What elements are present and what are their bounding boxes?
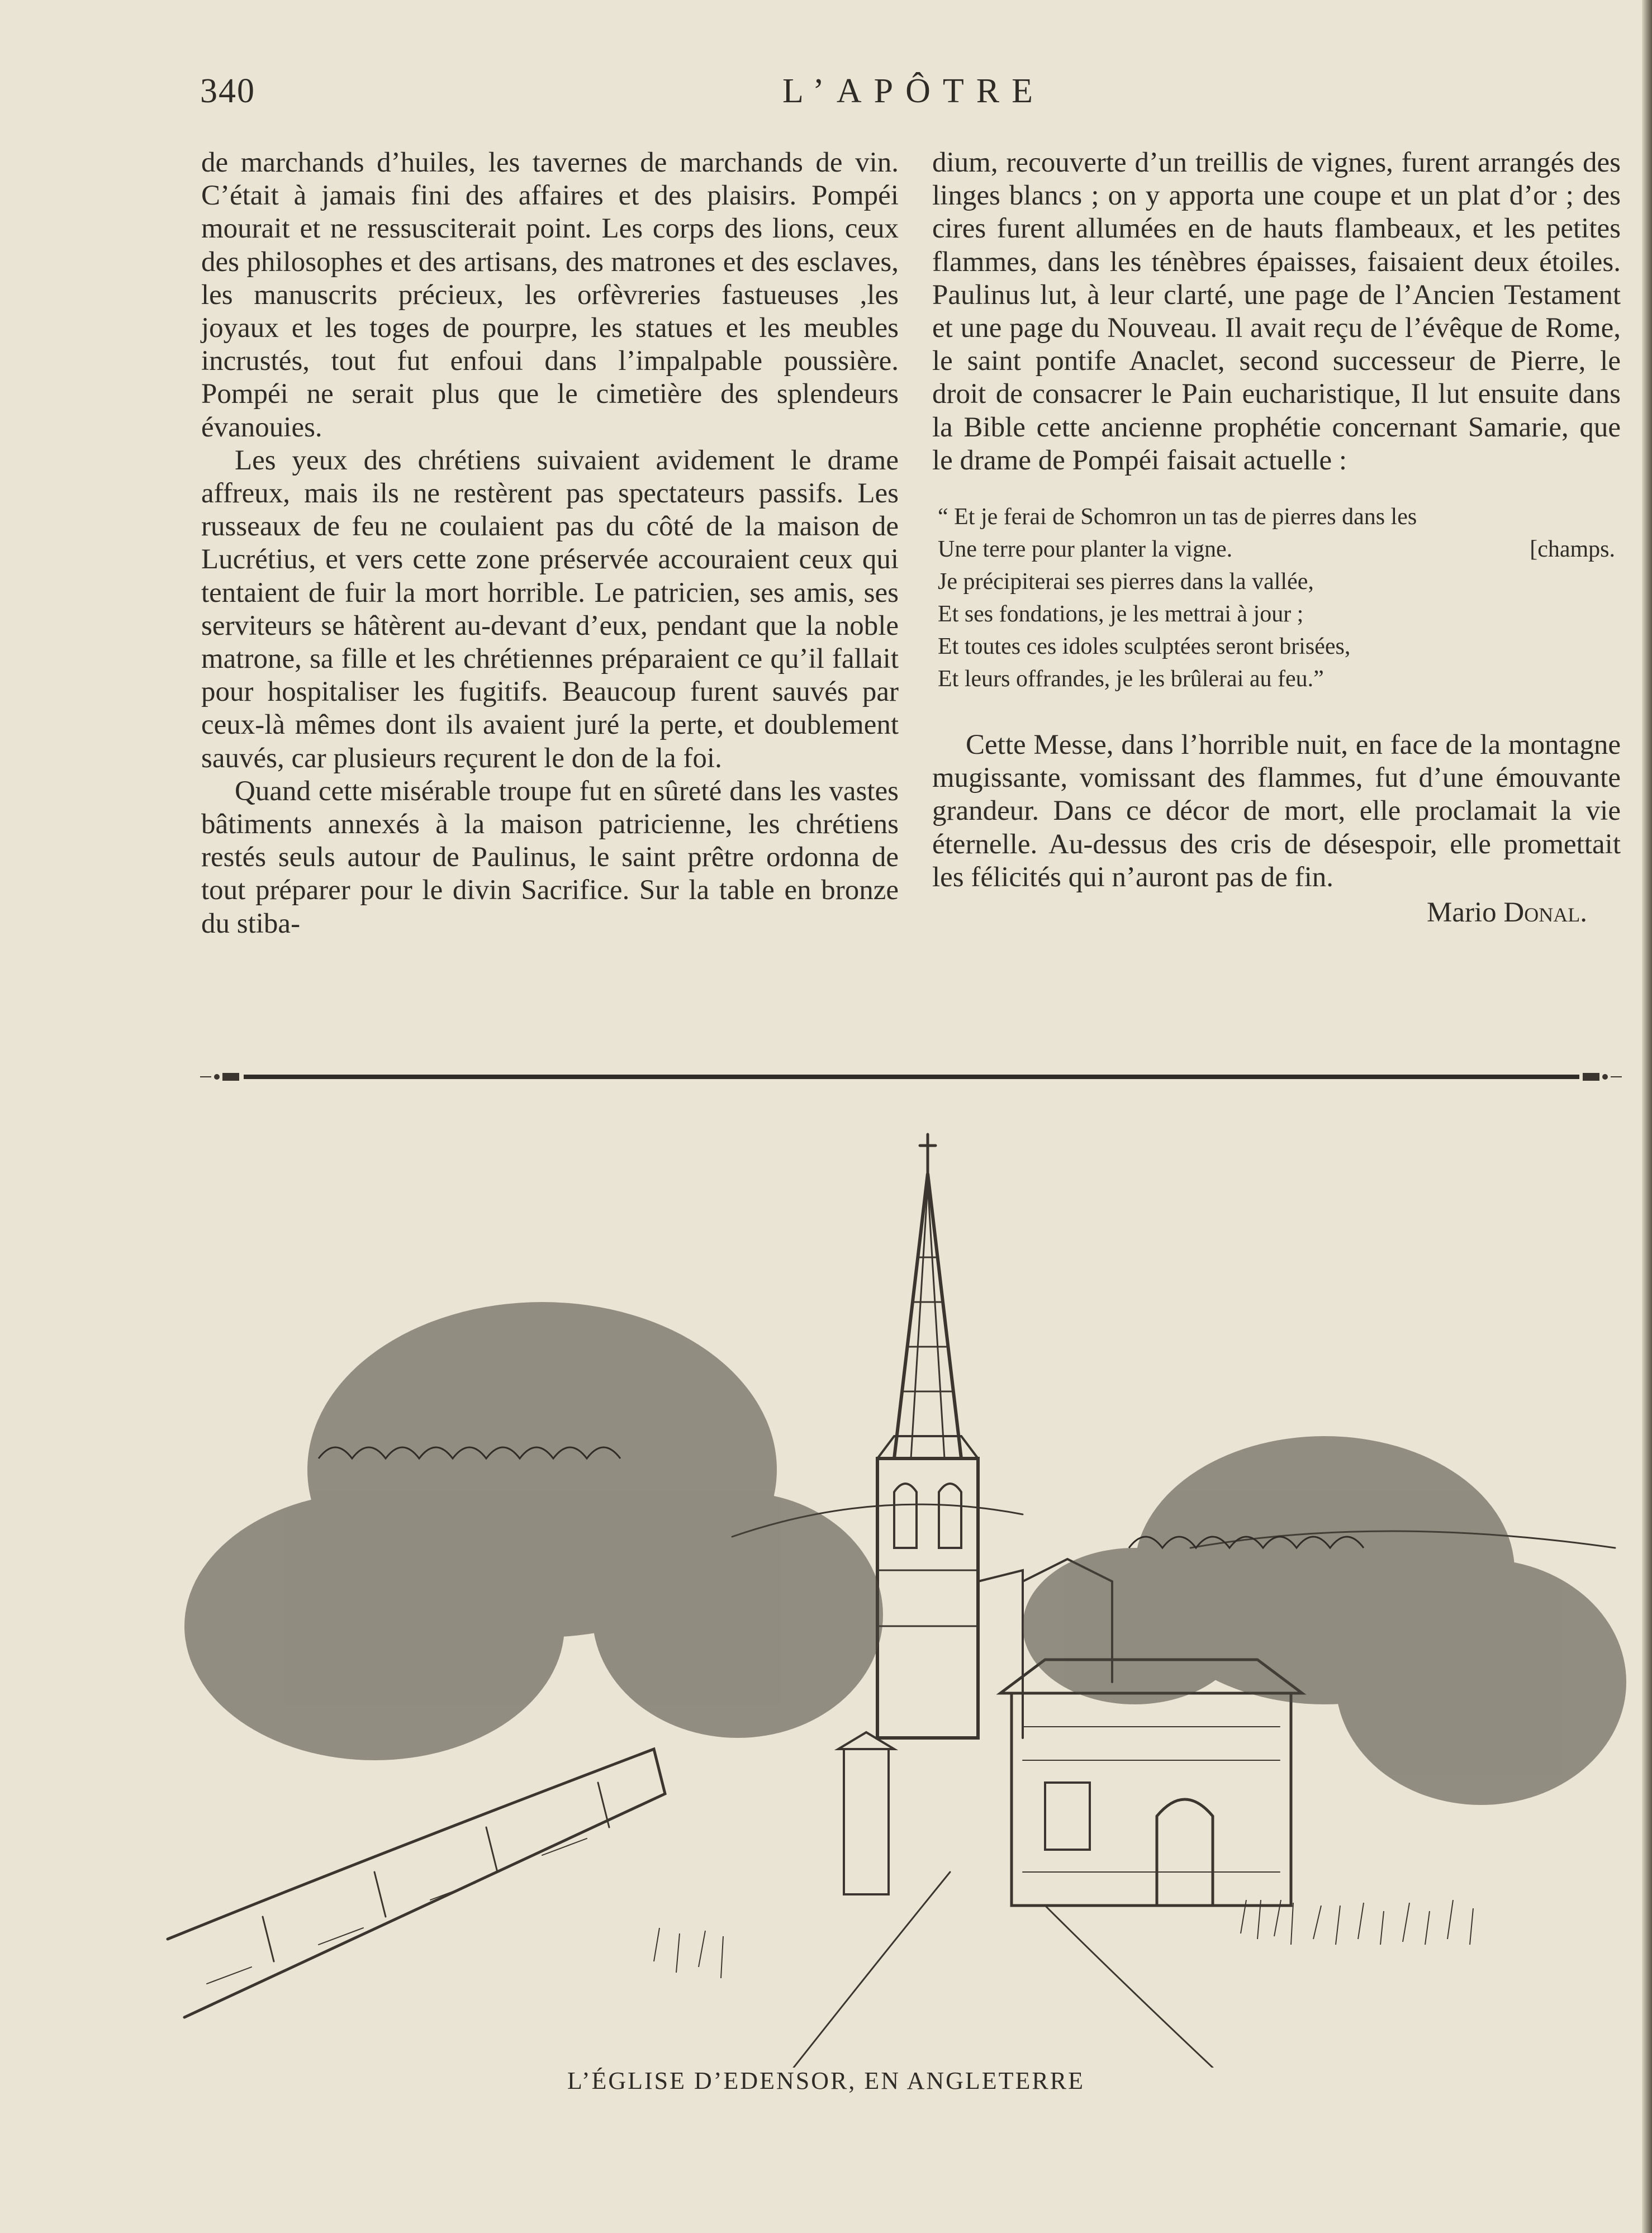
ornamental-divider	[200, 1071, 1622, 1083]
author-signature	[932, 896, 1587, 929]
left-paragraph-3: Quand cette misérable troupe fut en sûreté dans les vastes bâtiments annexés à la maison patricienne, les chrétiens restés seuls autour de Paulinus, le saint prêtre ordonna de tout préparer pour le divin Sacrifice. Sur la table en bronze du stiba-	[201, 775, 899, 939]
quote-line-2	[938, 533, 1621, 566]
running-title: L’APÔTRE	[782, 72, 1045, 110]
author-first-name: Mario	[1427, 897, 1497, 929]
left-paragraph-2: Les yeux des chrétiens suivaient avidement le drame affreux, mais ils ne restèrent pas spectateurs passifs. Les russeaux de feu ne coulaient pas du côté de la maison de Lucrétius, et vers cette zone préservée accouraient ceux qui tentaient de fuir la mort horrible. Le patricien, ses amis, ses serviteurs se hâtèrent au-devant d’eux, pendant que la noble matrone, sa fille et les chrétiennes préparaient ce qu’il fallait pour hospitaliser les fugitifs. Beaucoup furent sauvés par ceux-là mêmes dont ils avaient juré la perte, et doublement sauvés, car plusieurs reçurent le don de la foi.	[201, 444, 899, 774]
quote-line-5: Et toutes ces idoles sculptées seront brisées,	[938, 634, 1351, 660]
figure-caption: L’ÉGLISE D’EDENSOR, EN ANGLETERRE	[567, 2067, 1085, 2094]
page-number: 340	[200, 72, 255, 110]
quote-line-2-text: Une terre pour planter la vigne.	[938, 536, 1233, 563]
quote-line-1: “ Et je ferai de Schomron un tas de pierres dans les	[938, 504, 1417, 530]
author-last-name: Donal.	[1503, 897, 1587, 929]
quote-line-3: Je précipiterai ses pierres dans la vallée,	[938, 569, 1314, 595]
right-paragraph-1: dium, recouverte d’un treillis de vignes, furent arrangés des linges blancs ; on y apporta une coupe et un plat d’or ; des cires furent allumées en de hauts flambeaux, et les petites flammes, dans les ténèbres épaisses, faisaient deux étoiles. Paulinus lut, à leur clarté, une page de l’Ancien Testament et une page du Nouveau. Il avait reçu de l’évêque de Rome, le saint pontife Anaclet, second successeur de Pierre, le droit de consacrer le Pain eucharistique, Il lut ensuite dans la Bible cette ancienne prophétie concernant Samarie, que le drame de Pompéi faisait actuelle :	[932, 147, 1621, 476]
prophecy-quote	[938, 501, 1621, 695]
left-paragraph-1: de marchands d’huiles, les tavernes de marchands de vin. C’était à jamais fini des affaires et des plaisirs. Pompéi mourait et ne ressusciterait point. Les corps des lions, ceux des philosophes et des artisans, des matrones et des esclaves, les manuscrits précieux, les orfèvreries fastueuses ,les joyaux et les toges de pourpre, les statues et les meubles incrustés, tout fut enfoui dans l’impalpable poussière. Pompéi ne serait plus que le cimetière des splendeurs évanouies.	[201, 147, 899, 443]
right-paragraph-2: Cette Messe, dans l’horrible nuit, en face de la montagne mugissante, vomissant des flammes, fut d’une émouvante grandeur. Dans ce décor de mort, elle proclamait la vie éternelle. Au-dessus des cris de désespoir, elle promettait les félicités qui n’auront pas de fin.	[932, 729, 1621, 893]
quote-line-6: Et leurs offrandes, je les brûlerai au feu.”	[938, 666, 1324, 692]
quote-line-2-overflow: [champs.	[1530, 536, 1615, 563]
quote-line-4: Et ses fondations, je les mettrai à jour ;	[938, 601, 1304, 628]
right-column	[932, 146, 1621, 929]
edensor-church-engraving	[151, 1123, 1626, 2068]
left-column	[201, 146, 899, 940]
page-edge-shadow	[1642, 0, 1652, 2233]
